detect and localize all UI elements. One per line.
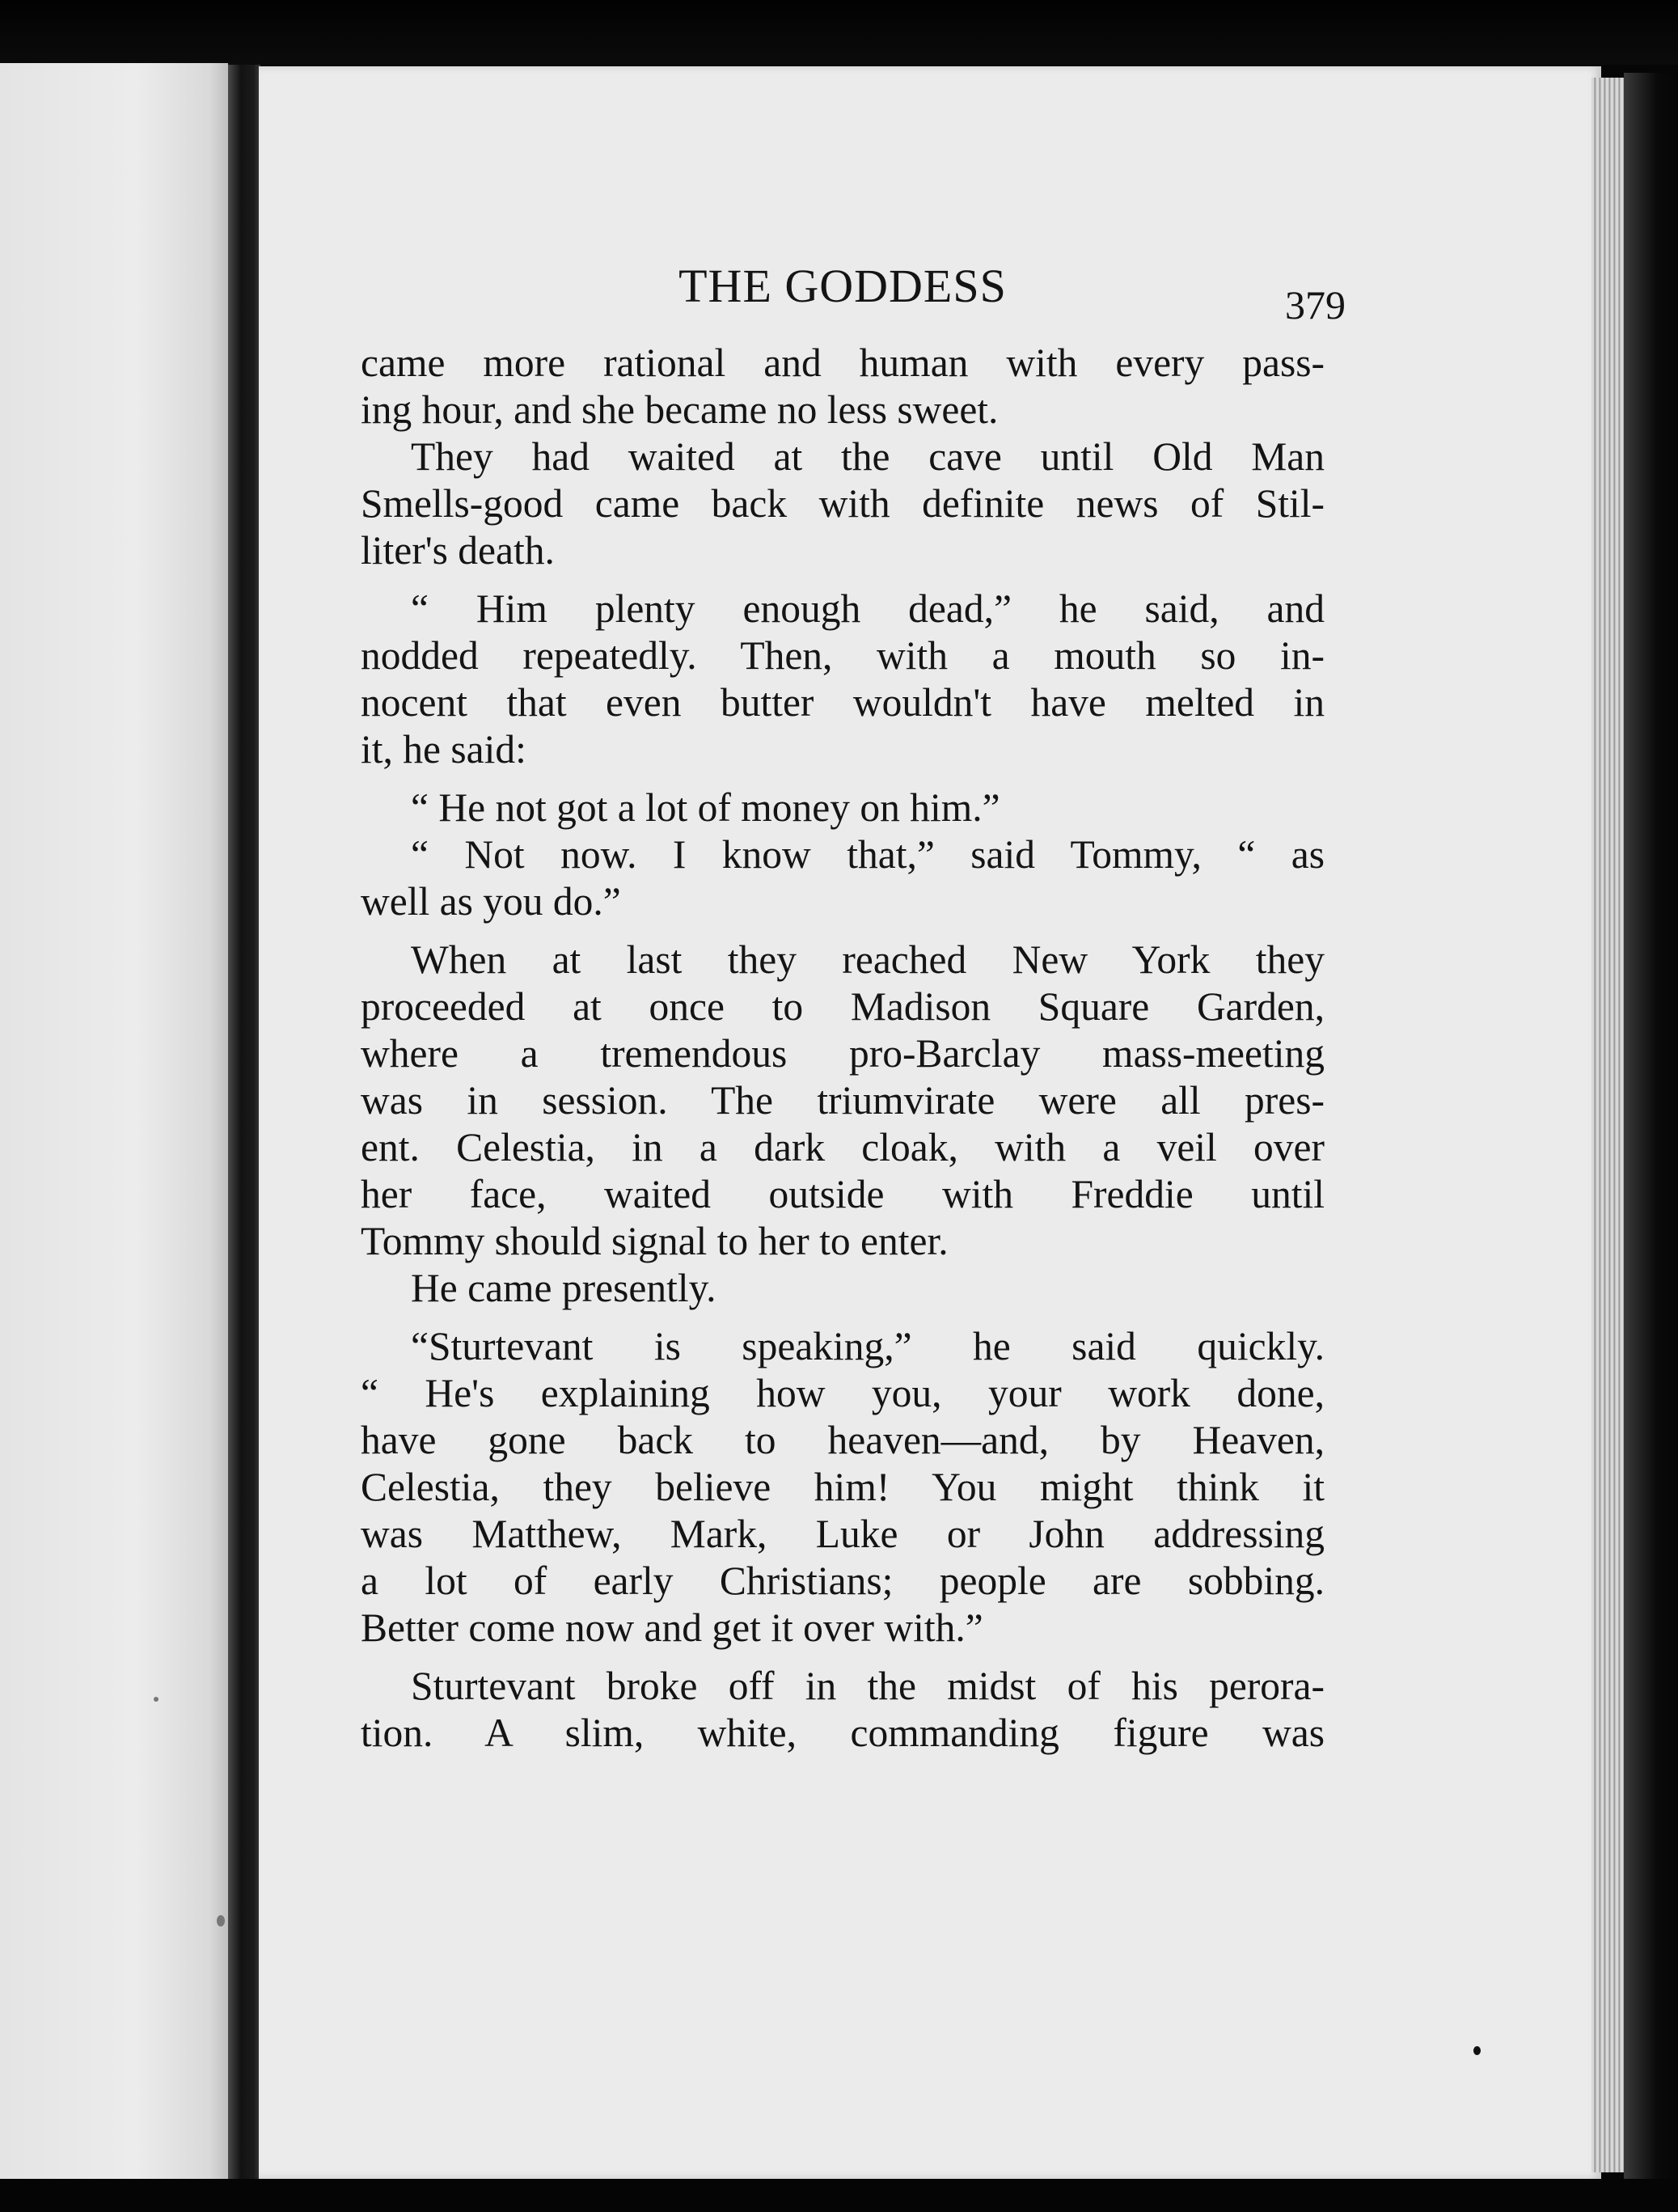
text-line: Sturtevant broke off in the midst of his perora- [411, 1664, 1325, 1708]
text-line: They had waited at the cave until Old Man [411, 434, 1325, 479]
text-line: Celestia, they believe him! You might think it [361, 1465, 1325, 1509]
text-line: was Matthew, Mark, Luke or John addressing [361, 1512, 1325, 1556]
scan-border-top [0, 0, 1678, 65]
text-line: liter's death. [361, 528, 555, 573]
text-line: “ Him plenty enough dead,” he said, and [411, 586, 1325, 631]
text-line: nocent that even butter wouldn't have melted in [361, 680, 1325, 725]
text-line: “Sturtevant is speaking,” he said quickly. [411, 1324, 1325, 1368]
scan-border-bottom [0, 2179, 1678, 2212]
text-line: well as you do.” [361, 879, 621, 924]
text-line: came more rational and human with every pass- [361, 340, 1325, 385]
text-line: Smells-good came back with definite news of Stil- [361, 481, 1325, 526]
text-line: ing hour, and she became no less sweet. [361, 387, 999, 432]
text-line: tion. A slim, white, commanding figure was [361, 1711, 1325, 1755]
running-head-title: THE GODDESS [678, 260, 1007, 312]
paper-speck [154, 1697, 159, 1702]
book-spine [228, 65, 260, 2184]
facing-page-edge [0, 63, 228, 2182]
text-line: “ Not now. I know that,” said Tommy, “ as [411, 832, 1325, 877]
text-line: her face, waited outside with Freddie until [361, 1172, 1325, 1216]
ink-dot [1473, 2046, 1481, 2055]
page-number: 379 [1285, 282, 1346, 328]
text-line: Better come now and get it over with.” [361, 1605, 983, 1650]
text-line: “ He not got a lot of money on him.” [411, 785, 1000, 830]
text-line: When at last they reached New York they [411, 937, 1325, 982]
text-line: it, he said: [361, 727, 526, 772]
page-text [361, 243, 1346, 1757]
text-line: where a tremendous pro-Barclay mass-meeting [361, 1031, 1325, 1076]
text-line: nodded repeatedly. Then, with a mouth so in- [361, 633, 1325, 678]
page-edges [1591, 78, 1624, 2172]
text-line: ent. Celestia, in a dark cloak, with a veil over [361, 1125, 1325, 1169]
text-line: a lot of early Christians; people are sobbing. [361, 1559, 1325, 1603]
binding-shadow [1624, 73, 1678, 2212]
running-head [361, 243, 1346, 340]
text-line: have gone back to heaven—and, by Heaven, [361, 1418, 1325, 1462]
text-line: was in session. The triumvirate were all pres- [361, 1078, 1325, 1123]
paper-speck [217, 1915, 225, 1927]
text-line: Tommy should signal to her to enter. [361, 1219, 949, 1263]
text-line: proceeded at once to Madison Square Garden, [361, 984, 1325, 1029]
text-line: “ He's explaining how you, your work done, [361, 1371, 1325, 1415]
text-line: He came presently. [411, 1266, 716, 1310]
